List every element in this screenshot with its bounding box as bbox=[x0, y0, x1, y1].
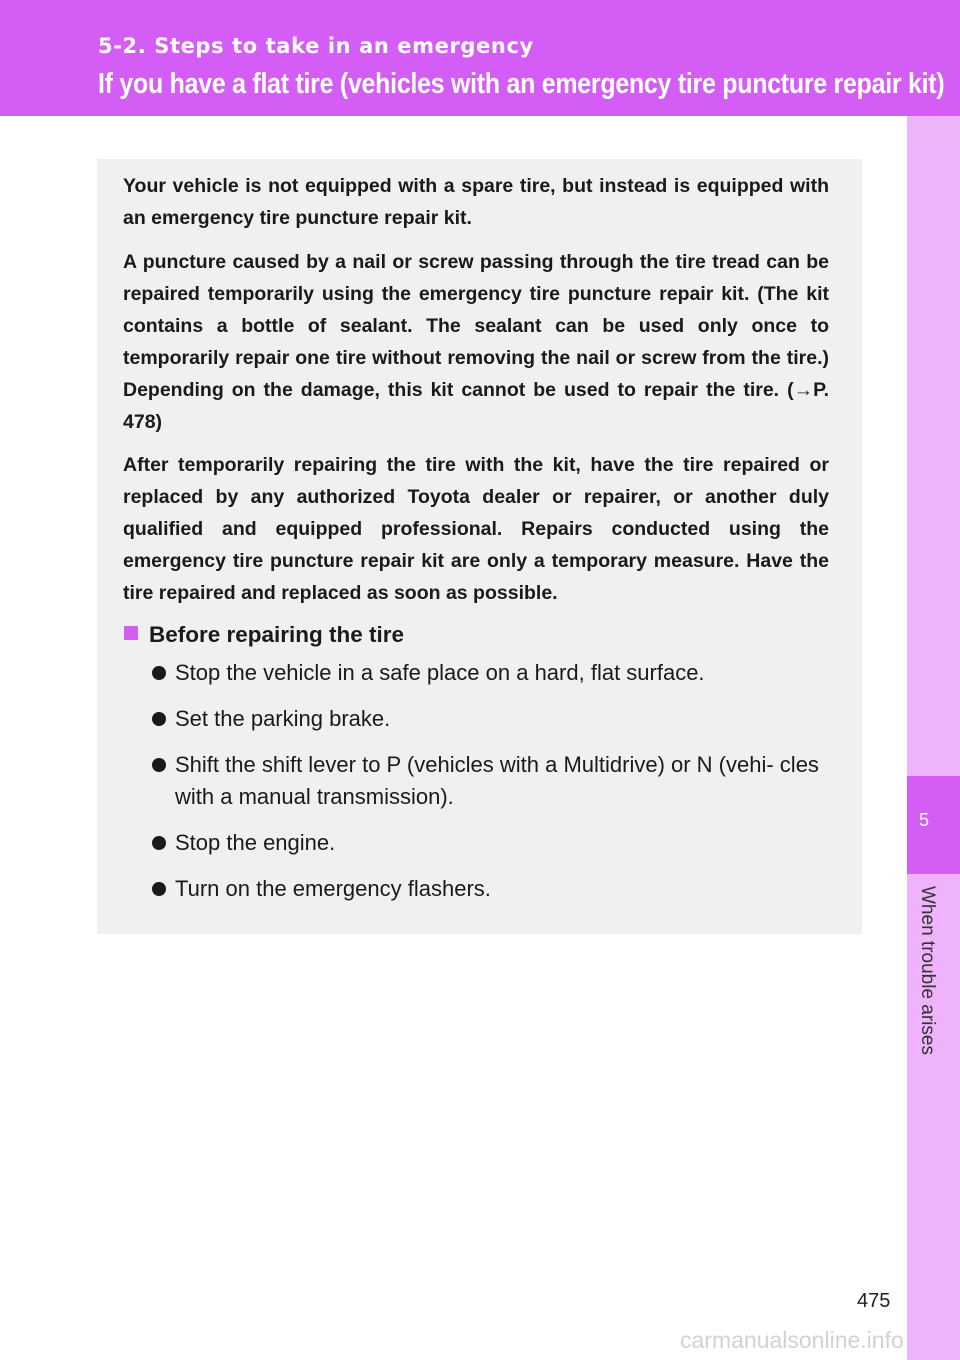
bullet-dot-icon bbox=[152, 882, 166, 896]
bullet-dot-icon bbox=[152, 712, 166, 726]
side-strip bbox=[907, 116, 960, 1360]
square-bullet-icon bbox=[124, 626, 138, 640]
page-number: 475 bbox=[857, 1290, 891, 1312]
list-item bbox=[152, 827, 842, 859]
list-item bbox=[152, 703, 842, 735]
bullet-dot-icon bbox=[152, 758, 166, 772]
bullet-dot-icon bbox=[152, 666, 166, 680]
list-item-text: Shift the shift lever to P (vehicles with a Multidrive) or N (vehi- cles with a manual transmission). bbox=[175, 752, 819, 809]
list-item-text: Stop the engine. bbox=[175, 830, 336, 855]
list-item-text: Stop the vehicle in a safe place on a hard, flat surface. bbox=[175, 660, 705, 685]
list-item bbox=[152, 873, 842, 905]
watermark: carmanualsonline.info bbox=[680, 1327, 904, 1353]
intro-paragraph: Your vehicle is not equipped with a spare tire, but instead is equipped with an emergency tire puncture repair kit. bbox=[123, 175, 829, 229]
list-item-text: Turn on the emergency flashers. bbox=[175, 876, 491, 901]
puncture-paragraph: A puncture caused by a nail or screw passing through the tire tread can be repaired temporarily using the emergency tire puncture repair kit. (The kit contains a bottle of sealant. The sealant can be used only once to temporarily repair one tire without removing the nail or screw from the tire.) Depending on the damage, this kit cannot be used to repair the tire. (→P. 478) bbox=[123, 251, 829, 433]
chapter-number: 5 bbox=[918, 810, 929, 830]
subheading-text: Before repairing the tire bbox=[149, 622, 405, 647]
page-header bbox=[0, 0, 960, 116]
repair-advice-paragraph: After temporarily repairing the tire with the kit, have the tire repaired or replaced by any authorized Toyota dealer or repairer, or another duly qualified and equipped professional. Repairs conducted using the emergency tire puncture repair kit are only a temporary measure. Have the tire repaired and replaced as soon as possible. bbox=[123, 454, 829, 604]
bullet-dot-icon bbox=[152, 836, 166, 850]
list-item-text: Set the parking brake. bbox=[175, 706, 391, 731]
section-label: 5-2. Steps to take in an emergency bbox=[98, 34, 534, 58]
chapter-name: When trouble arises bbox=[917, 886, 938, 1055]
subheading bbox=[124, 622, 404, 648]
page-title: If you have a flat tire (vehicles with an emergency tire puncture repair kit) bbox=[98, 68, 945, 100]
list-item bbox=[152, 657, 842, 689]
list-item bbox=[152, 749, 842, 813]
